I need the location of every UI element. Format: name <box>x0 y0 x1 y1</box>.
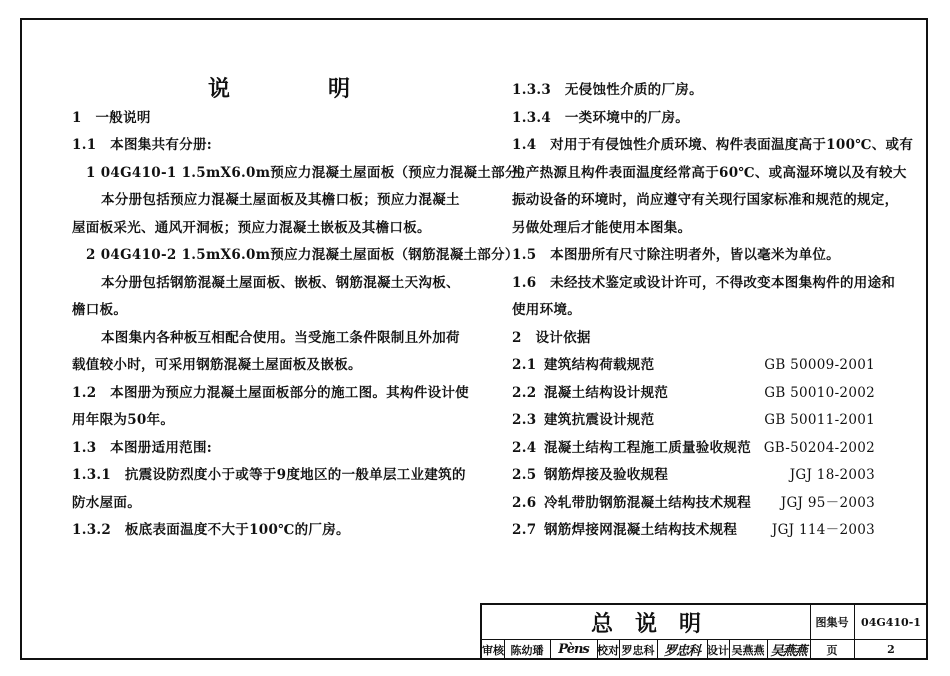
page-title: 说 明 <box>208 76 389 102</box>
standard-no: 2.1 <box>512 357 537 373</box>
left-line: 屋面板采光、通风开洞板；预应力混凝土嵌板及其檐口板。 <box>72 220 431 236</box>
left-line: 用年限为50年。 <box>72 412 175 428</box>
standard-code: GB-50204-2002 <box>763 440 875 456</box>
design-label: 设计 <box>707 643 729 657</box>
left-line: 本图集内各种板互相配合使用。当受施工条件限制且外加荷 <box>101 330 460 346</box>
designer-name: 吴燕燕 <box>731 643 765 657</box>
checker-signature: 罗忠科 <box>663 644 700 659</box>
standard-no: 2.6 <box>512 495 537 511</box>
standard-name: 冷轧带肋钢筋混凝土结构技术规程 <box>544 495 751 511</box>
sheet-title: 总 说 明 <box>590 610 701 637</box>
left-line: 檐口板。 <box>72 302 128 318</box>
left-line: 本分册包括预应力混凝土屋面板及其檐口板；预应力混凝土 <box>101 192 460 208</box>
standard-code: GB 50009-2001 <box>764 357 875 373</box>
right-line: 另做处理后才能使用本图集。 <box>512 220 692 236</box>
left-line: 2 04G410-2 1.5mX6.0m预应力混凝土屋面板（钢筋混凝土部分） <box>86 247 519 263</box>
review-label: 审核 <box>482 643 504 657</box>
standard-no: 2.2 <box>512 385 537 401</box>
title-block <box>480 603 926 658</box>
standard-code: GB 50010-2002 <box>764 385 875 401</box>
reviewer-name: 陈幼璠 <box>510 643 544 657</box>
page-label: 页 <box>826 643 838 657</box>
standard-name: 建筑抗震设计规范 <box>544 412 655 428</box>
right-line: 使用环境。 <box>512 302 581 318</box>
standard-name: 混凝土结构工程施工质量验收规范 <box>544 440 751 456</box>
left-line: 1 04G410-1 1.5mX6.0m预应力混凝土屋面板（预应力混凝土部分） <box>86 165 533 181</box>
standard-code: JGJ 18-2003 <box>789 467 875 483</box>
standard-code: GB 50011-2001 <box>764 412 875 428</box>
standard-no: 2.7 <box>512 522 537 538</box>
standard-no: 2.5 <box>512 467 537 483</box>
standard-name: 钢筋焊接及验收规程 <box>544 467 669 483</box>
checker-name: 罗忠科 <box>621 643 655 657</box>
standard-name: 混凝土结构设计规范 <box>544 385 669 401</box>
atlas-no: 04G410-1 <box>861 615 921 629</box>
right-line: 1.3.3 无侵蚀性介质的厂房。 <box>512 82 703 98</box>
left-line: 1.3.1 抗震设防烈度小于或等于9度地区的一般单层工业建筑的 <box>72 467 466 483</box>
right-line: 振动设备的环境时，尚应遵守有关现行国家标准和规范的规定， <box>512 192 899 208</box>
atlas-no-label: 图集号 <box>815 616 849 629</box>
right-line: 生产热源且构件表面温度经常高于60℃、或高湿环境以及有较大 <box>512 165 907 181</box>
left-line: 1.2 本图册为预应力混凝土屋面板部分的施工图。其构件设计使 <box>72 385 469 401</box>
standard-code: JGJ 114－2003 <box>771 522 875 538</box>
reviewer-signature: Pèns <box>558 642 589 657</box>
left-line: 防水屋面。 <box>72 495 141 511</box>
right-line: 1.6 未经技术鉴定或设计许可，不得改变本图集构件的用途和 <box>512 275 896 291</box>
designer-signature: 吴燕燕 <box>770 644 807 659</box>
check-label: 校对 <box>597 643 619 657</box>
left-line: 1 一般说明 <box>72 110 151 126</box>
left-line: 1.3 本图册适用范围: <box>72 440 213 456</box>
right-line: 1.5 本图册所有尺寸除注明者外，皆以毫米为单位。 <box>512 247 840 263</box>
left-line: 1.1 本图集共有分册: <box>72 137 213 153</box>
left-line: 本分册包括钢筋混凝土屋面板、嵌板、钢筋混凝土天沟板、 <box>101 275 460 291</box>
standard-code: JGJ 95－2003 <box>780 495 875 511</box>
right-line: 1.4 对用于有侵蚀性介质环境、构件表面温度高于100℃、或有 <box>512 137 914 153</box>
standard-no: 2.3 <box>512 412 537 428</box>
right-line: 2 设计依据 <box>512 330 591 346</box>
standard-name: 建筑结构荷载规范 <box>544 357 655 373</box>
left-line: 1.3.2 板底表面温度不大于100℃的厂房。 <box>72 522 350 538</box>
standard-no: 2.4 <box>512 440 537 456</box>
page-number: 2 <box>887 643 895 656</box>
left-line: 载值较小时，可采用钢筋混凝土屋面板及嵌板。 <box>72 357 362 373</box>
right-line: 1.3.4 一类环境中的厂房。 <box>512 110 690 126</box>
standard-name: 钢筋焊接网混凝土结构技术规程 <box>544 522 738 538</box>
